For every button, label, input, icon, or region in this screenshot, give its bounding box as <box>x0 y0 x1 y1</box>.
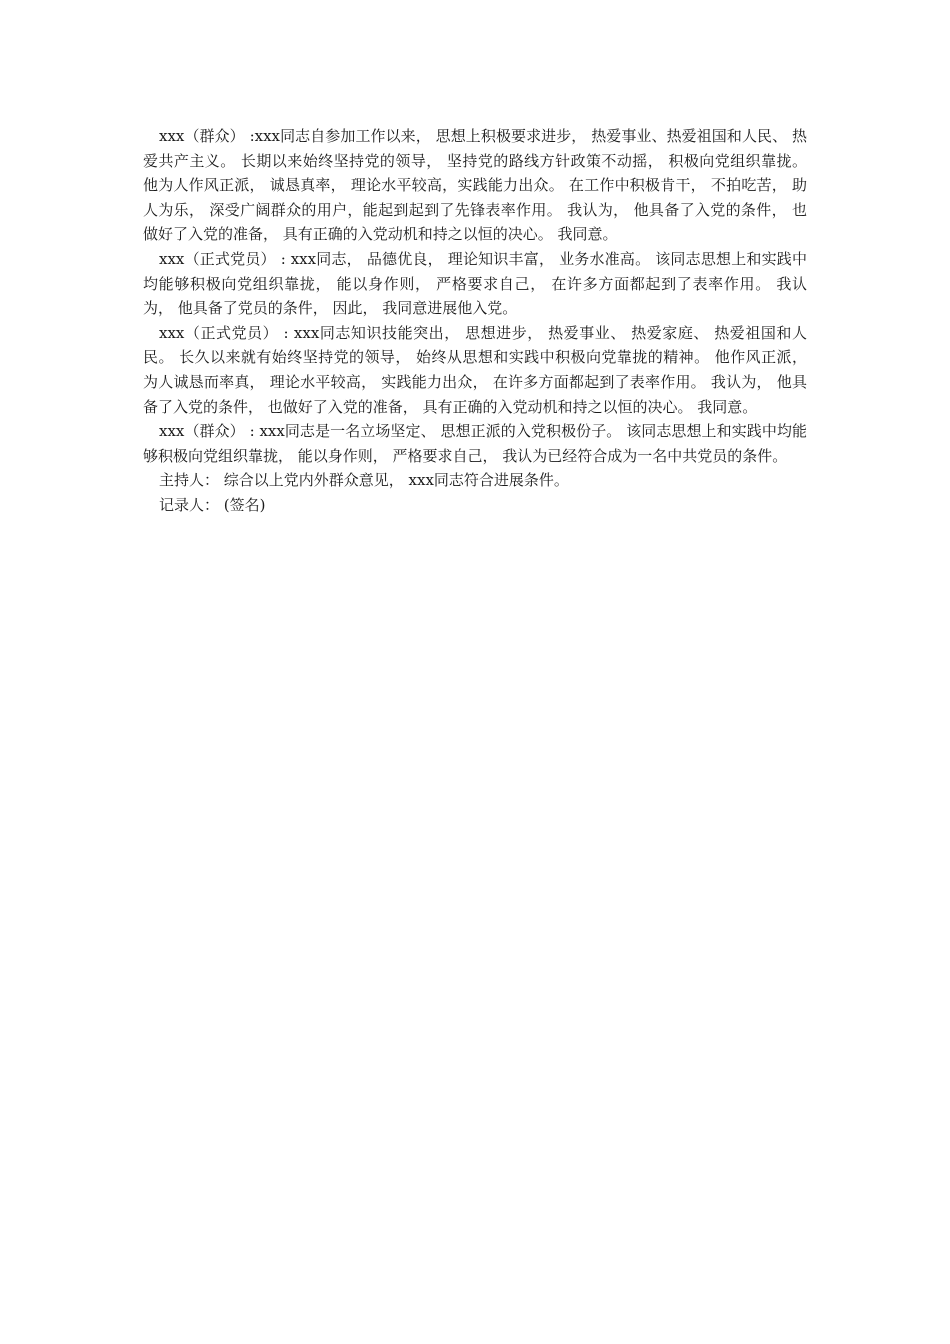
opinion-paragraph-4: xxx（群众） : xxx同志是一名立场坚定、 思想正派的入党积极份子。 该同志思想上和实践中均能够积极向党组织靠拢， 能以身作则， 严格要求自己， 我认为已经符合成为一名中共党员的条件。 <box>143 422 807 465</box>
opinion-paragraph-1: xxx（群众） :xxx同志自参加工作以来， 思想上积极要求进步， 热爱事业、热爱祖国和人民、 热爱共产主义。 长期以来始终坚持党的领导， 坚持党的路线方针政策不动摇， 积极向党组织靠拢。 他为人作风正派， 诚恳真率， 理论水平较高，实践能力出众。 在工作中积极肯干， 不拍吃苦， 助人为乐， 深受广阔群众的用户，能起到起到了先锋表率作用。 我认为， 他具备了入党的条件， 也做好了入党的准备， 具有正确的入党动机和持之以恒的决心。 我同意。 <box>143 127 807 244</box>
document-body <box>143 124 807 518</box>
opinion-paragraph-3: xxx（正式党员） : xxx同志知识技能突出， 思想进步， 热爱事业、 热爱家庭、 热爱祖国和人民。 长久以来就有始终坚持党的领导， 始终从思想和实践中积极向党靠拢的精神。 他作风正派， 为人诚恳而率真， 理论水平较高， 实践能力出众， 在许多方面都起到了表率作用。 我认为， 他具备了入党的条件， 也做好了入党的准备， 具有正确的入党动机和持之以恒的决心。 我同意。 <box>143 323 807 416</box>
opinion-paragraph-2: xxx（正式党员） : xxx同志， 品德优良， 理论知识丰富， 业务水准高。 该同志思想上和实践中均能够积极向党组织靠拢， 能以身作则， 严格要求自己， 在许多方面都起到了表率作用。 我认为， 他具备了党员的条件， 因此， 我同意进展他入党。 <box>143 249 807 318</box>
recorder-signature-line: 记录人： (签名) <box>159 495 266 514</box>
host-summary: 主持人： 综合以上党内外群众意见， xxx同志符合进展条件。 <box>159 471 569 490</box>
